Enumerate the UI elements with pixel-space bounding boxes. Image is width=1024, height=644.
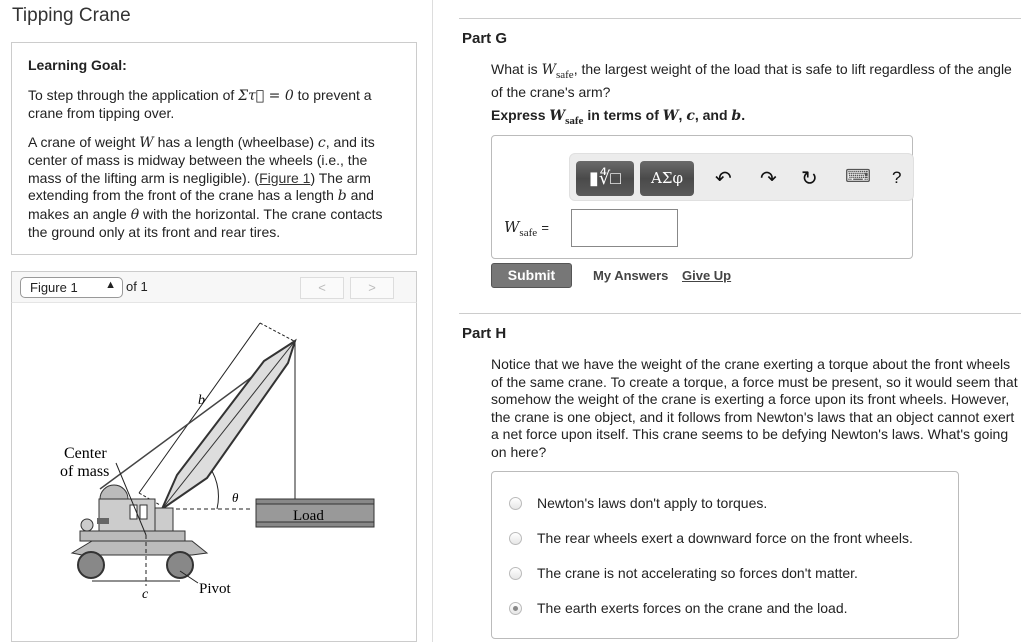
- part-g-express: [491, 107, 745, 130]
- text-segment: and makes an angle: [28, 187, 374, 222]
- math-symbol: c: [317, 134, 326, 151]
- text-segment: A crane of weight: [28, 133, 140, 150]
- page-title: Tipping Crane: [12, 5, 131, 26]
- math-symbol: W: [139, 134, 154, 151]
- problem-paragraph: [28, 134, 400, 242]
- text-segment: , the largest weight of the load that is safe to lift regardless of the angle of the crane's arm?: [491, 61, 1012, 101]
- label-sub: safe: [519, 227, 538, 239]
- choice-label: The earth exerts forces on the crane and the load.: [537, 600, 848, 616]
- math-symbol: c: [686, 108, 695, 124]
- label-theta: θ: [232, 490, 239, 505]
- part-h-heading: Part H: [462, 325, 507, 342]
- text-segment: .: [741, 107, 746, 123]
- part-g-heading: Part G: [462, 30, 508, 47]
- text-segment: with the horizontal. The crane contacts the ground only at its front and rear tires.: [28, 205, 383, 240]
- text-segment: , and its center of mass is midway between the wheels (i.e., the mass of the lifting arm is negligible). (: [28, 133, 375, 186]
- math-symbol: b: [731, 108, 742, 124]
- math-subscript: safe: [565, 114, 584, 127]
- submit-button[interactable]: Submit: [491, 263, 572, 288]
- goal-paragraph: [28, 87, 400, 123]
- learning-goal-panel: [11, 42, 417, 255]
- part-g-question: [491, 61, 1016, 102]
- column-divider: [432, 0, 433, 642]
- math-toolbar: [569, 153, 914, 201]
- undo-icon[interactable]: ↶: [715, 168, 732, 190]
- learning-goal-heading: Learning Goal:: [28, 57, 127, 73]
- text-segment: , and: [694, 107, 732, 123]
- label-c: c: [142, 587, 149, 602]
- label-load: Load: [293, 508, 324, 524]
- radio-button[interactable]: [509, 532, 522, 545]
- w-safe-input[interactable]: [571, 209, 678, 247]
- next-figure-button[interactable]: >: [350, 277, 394, 299]
- text-segment: What is: [491, 61, 542, 77]
- divider: [459, 313, 1021, 314]
- greek-symbols-button[interactable]: ΑΣφ: [640, 161, 694, 196]
- label-of-mass: of mass: [60, 463, 110, 480]
- math-symbol: W: [662, 108, 679, 124]
- choices-box: [491, 471, 959, 639]
- prev-figure-button[interactable]: <: [300, 277, 344, 299]
- choice-option[interactable]: [509, 530, 913, 546]
- math-symbol: W: [541, 62, 556, 78]
- figure-select[interactable]: [20, 277, 123, 298]
- math-symbol: θ: [130, 206, 140, 223]
- templates-button[interactable]: ▮∜□: [576, 161, 634, 196]
- figure-toolbar: [11, 271, 417, 302]
- math-subscript: safe: [555, 68, 574, 81]
- redo-icon[interactable]: ↷: [760, 168, 777, 190]
- math-symbol: W: [549, 108, 566, 124]
- choice-option[interactable]: [509, 565, 858, 581]
- radio-selected[interactable]: [509, 602, 522, 615]
- answer-box: [491, 135, 913, 259]
- radio-button[interactable]: [509, 497, 522, 510]
- keyboard-icon[interactable]: ⌨: [845, 166, 871, 186]
- figure-count: of 1: [126, 279, 148, 294]
- text-segment: in terms of: [583, 107, 663, 123]
- updown-icon: ▲: [105, 279, 116, 291]
- text-segment: to prevent a crane from tipping over.: [28, 86, 372, 121]
- choice-label: The rear wheels exert a downward force on the front wheels.: [537, 530, 913, 546]
- label-center: Center: [64, 445, 107, 462]
- text-segment: ,: [678, 107, 687, 123]
- figure-link[interactable]: Figure 1: [259, 169, 311, 186]
- figure-area: [11, 302, 417, 642]
- label-pivot: Pivot: [199, 581, 231, 597]
- choice-option[interactable]: [509, 600, 848, 616]
- my-answers-link[interactable]: My Answers: [593, 268, 669, 283]
- input-label: [504, 218, 549, 239]
- label-eq: =: [541, 220, 549, 235]
- divider: [459, 18, 1021, 19]
- figure-select-value: Figure 1: [30, 280, 78, 295]
- radio-button[interactable]: [509, 567, 522, 580]
- text-segment: has a length (wheelbase): [153, 133, 318, 150]
- label-var: W: [504, 218, 520, 236]
- label-b: b: [198, 393, 205, 408]
- choice-option[interactable]: [509, 495, 767, 511]
- crane-diagram: [12, 303, 416, 641]
- give-up-link[interactable]: Give Up: [682, 268, 732, 283]
- part-h-text: Notice that we have the weight of the crane exerting a torque about the front wheels of the same crane. To create a torque, a force must be present, so it would seem that somehow the weight of the crane is exerting a force upon its front wheels. However, the crane is one object, and it follows from Newton's laws that an object cannot exert a net force upon itself. This crane seems to be defying Newton's laws. What's going on here?: [491, 356, 1018, 460]
- math-symbol: b: [337, 188, 347, 204]
- text-segment: To step through the application of: [28, 86, 239, 103]
- choice-label: The crane is not accelerating so forces don't matter.: [537, 565, 858, 581]
- reset-icon[interactable]: ↻: [801, 168, 818, 190]
- math-symbol: Στ⃗ = 0: [238, 87, 294, 104]
- text-segment: ) The arm extending from the front of the crane has a length: [28, 169, 371, 203]
- text-segment: Express: [491, 107, 550, 123]
- choice-label: Newton's laws don't apply to torques.: [537, 495, 768, 511]
- help-icon[interactable]: ?: [892, 168, 902, 187]
